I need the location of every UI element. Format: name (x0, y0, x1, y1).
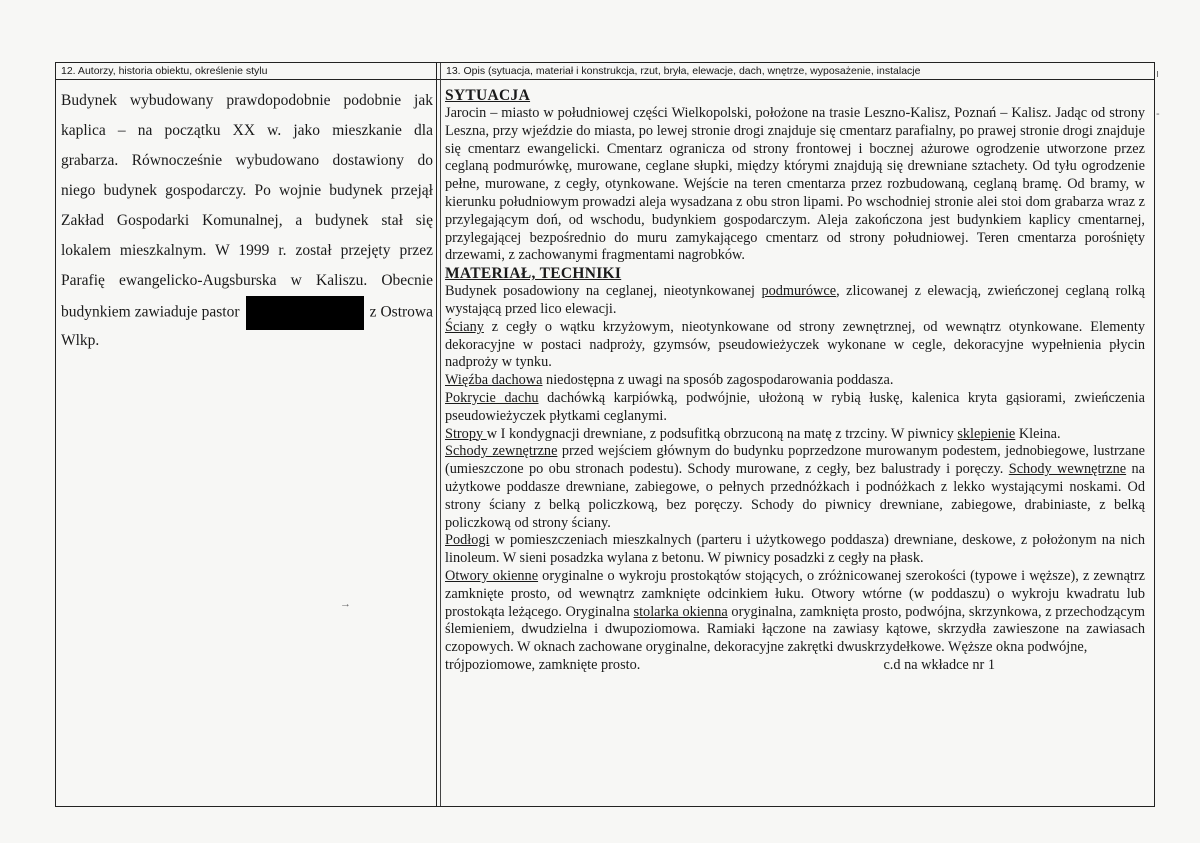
term-schody-wewnetrzne: Schody wewnętrzne (1008, 461, 1127, 478)
section-title-sytuacja: SYTUACJA (445, 87, 531, 104)
history-line: Zakład Gospodarki Komunalnej, a budynek stał się (61, 212, 433, 229)
paragraph-podlogi: Podłogi w pomieszczeniach mieszkalnych (parteru i użytkowego poddasza) drewniane, deskowe, z położonym na nich linoleum. W sieni posadzka wylana z betonu. W piwnicy posadzki z cegły na płask. (445, 532, 1145, 567)
column-divider-inner (440, 63, 441, 806)
term-pokrycie: Pokrycie dachu (445, 389, 539, 406)
history-line-redacted (61, 296, 433, 326)
term-sciany: Ściany (445, 318, 484, 335)
scan-mark: → (340, 598, 351, 610)
field-12-header: 12. Autorzy, historia obiektu, określenie stylu (61, 65, 268, 77)
term-sklepienie: sklepienie (957, 425, 1016, 442)
sytuacja-paragraph: Jarocin – miasto w południowej części Wielkopolski, położone na trasie Leszno-Kalisz, Poznań – Kalisz. Jadąc od strony Leszna, przy wjeździe do miasta, po lewej stronie drogi znajduje się cmentarz parafialny, po prawej stronie drogi znajduje się cmentarz ewangelicki. Cmentarz ogranicza od strony frontowej i bocznej ażurowe ogrodzenie utworzone przez ceglaną podmurówkę, murowane, ceglane słupki, między którymi znajdują się drewniane sztachety. Od tyłu ogrodzenie pełne, murowane, z cegły, otynkowane. Wejście na teren cmentarza przez rozbudowaną, ceglaną bramę. Od bramy, w kierunku południowym prowadzi aleja wysadzana z obu stron lipami. Po wschodniej stronie alei stoi dom grabarza wraz z przylegającym doń, od wschodu, budynkiem gospodarczym. Aleja zakończona jest budynkiem kaplicy cmentarnej, przylegającej bezpośrednio do muru zamykającego cmentarz od strony południowej. Teren cmentarza porośnięty drzewami, z zachowanymi fragmentami nagrobków. (445, 105, 1145, 264)
term-otwory-okienne: Otwory okienne (445, 567, 539, 584)
history-line: Wlkp. (61, 332, 100, 349)
history-line: grabarza. Równocześnie wybudowano dostawiony do (61, 152, 433, 169)
scan-mark: - (1156, 108, 1160, 120)
history-text (61, 86, 433, 356)
history-line: niego budynek gospodarczy. Po wojnie budynek przejął (61, 182, 433, 199)
paragraph-stropy: Stropy w I kondygnacji drewniane, z podsufitką obrzuconą na matę z trzciny. W piwnicy sklepienie Kleina. (445, 425, 1061, 442)
paragraph-pokrycie: Pokrycie dachu dachówką karpiówką, podwójnie, ułożoną w rybią łuskę, kalenica kryta gąsiorami, zwieńczenia pseudowieżyczek płytkami ceglanymi. (445, 389, 1145, 424)
term-wiezba: Więźba dachowa (445, 372, 543, 389)
history-line: Parafię ewangelicko-Augsburska w Kaliszu. Obecnie (61, 272, 433, 289)
final-line: trójpoziomowe, zamknięte prosto. c.d na wkładce nr 1 (445, 656, 995, 673)
history-line: kaplica – na początku XX w. jako mieszkanie dla (61, 122, 433, 139)
history-line-after-redaction: z Ostrowa (369, 303, 434, 321)
section-title-material: MATERIAŁ, TECHNIKI (445, 265, 622, 283)
paragraph-otwory: Otwory okienne oryginalne o wykroju prostokątów stojących, o zróżnicowanej szerokości (typowe i węższe), z zewnątrz zamknięte prosto, od wewnątrz zamknięte odcinkiem łuku. Otwory wtórne (w poddaszu) o wykroju kwadratu lub prostokąta leżącego. Oryginalna stolarka okienna oryginalna, zamknięta prosto, podwójna, skrzynkowa, z przechodzącym ślemieniem, dwudzielna i dwupoziomowa. Ramiaki łączone na zawiasy kątowe, skrzydła zawieszone na zawiasach czopowych. W oknach zachowane oryginalne, dekoracyjne zakrętki dwuskrzydełkowe. Węższe okna podwójne, (445, 567, 1146, 656)
term-schody-zewnetrzne: Schody zewnętrzne (445, 443, 558, 460)
term-stropy: Stropy (445, 425, 487, 442)
form-sheet (55, 62, 1155, 807)
term-stolarka-okienna: stolarka okienna (633, 603, 728, 620)
history-line-before-redaction: budynkiem zawiaduje pastor (61, 303, 240, 321)
continued-note: c.d na wkładce nr 1 (883, 656, 995, 673)
paragraph-podmurowka: Budynek posadowiony na ceglanej, nieotynkowanej podmurówce, zlicowanej z elewacją, zwieńczonej ceglaną rolką wystającą przed lico elewacji. (445, 283, 1146, 317)
field-13-header: 13. Opis (sytuacja, materiał i konstrukcja, rzut, bryła, elewacje, dach, wnętrze, wyposażenie, instalacje (446, 65, 921, 77)
redaction-block (246, 296, 364, 330)
header-rule (56, 79, 1154, 80)
history-line: lokalem mieszkalnym. W 1999 r. został przejęty przez (61, 242, 433, 259)
column-divider (436, 63, 437, 806)
paragraph-sciany: Ściany z cegły o wątku krzyżowym, nieotynkowane od strony zewnętrznej, od wewnątrz otynkowane. Elementy dekoracyjne w postaci nadproży, gzymsów, pseudowieżyczek wykonane w cegle, dekoracyjne wypełnienia płycin nadproży w tynku. (445, 318, 1145, 371)
term-podmurowka: podmurówce (761, 283, 837, 300)
description-text (445, 87, 1145, 675)
paragraph-wiezba: Więźba dachowa niedostępna z uwagi na sposób zagospodarowania poddasza. (445, 372, 894, 389)
term-podlogi: Podłogi (445, 532, 490, 549)
paragraph-schody: Schody zewnętrzne przed wejściem głównym do budynku poprzedzone murowanym podestem, jednobiegowe, lustrzane (umieszczone po obu stronach podestu). Schody murowane, z cegły, bez balustrady i poręczy. Schody wewnętrzne na użytkowe poddasze drewniane, zabiegowe, o pełnych przednóżkach i podnóżkach z lekko wystającymi noskami. Od strony ściany z belką policzkową, bez poręczy. Schody do piwnicy drewniane, zabiegowe, drabiniaste, z belką policzkową od strony ściany. (445, 443, 1145, 531)
history-line: Budynek wybudowany prawdopodobnie podobnie jak (61, 92, 433, 109)
scan-mark: ı (1156, 68, 1160, 80)
